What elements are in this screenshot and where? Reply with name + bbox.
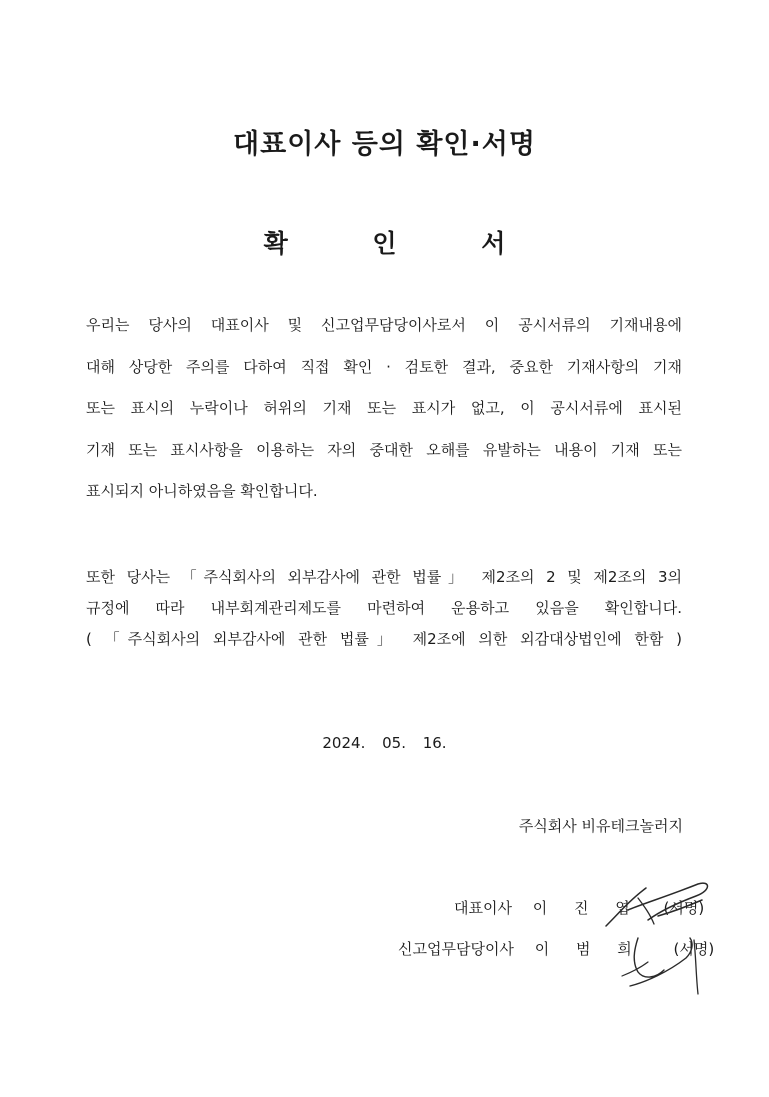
confirmation-paragraph — [86, 314, 682, 522]
internal-control-paragraph — [86, 566, 682, 659]
document-date: 2024. 05. 16. — [322, 734, 447, 752]
paragraph-line: 또한 당사는 「주식회사의 외부감사에 관한 법률」 제2조의 2 및 제2조의 3의 — [86, 568, 682, 586]
signer-name: 이 범 희 — [534, 940, 643, 958]
paragraph-line: 또는 표시의 누락이나 허위의 기재 또는 표시가 없고, 이 공시서류에 표시된 — [86, 399, 682, 417]
paragraph-line: 대해 상당한 주의를 다하여 직접 확인 · 검토한 결과, 중요한 기재사항의 기재 — [86, 357, 682, 376]
paragraph-line: ( 「주식회사의 외부감사에 관한 법률」 제2조에 의한 외감대상법인에 한함 ) — [86, 630, 682, 648]
signer-disclosure-officer — [398, 938, 714, 959]
signer-role: 대표이사 — [454, 899, 512, 917]
signer-role: 신고업무담당이사 — [398, 940, 514, 958]
paragraph-line: 표시되지 아니하였음을 확인합니다. — [86, 482, 318, 500]
signer-name: 이 진 엽 — [532, 899, 641, 917]
paragraph-line: 규정에 따라 내부회계관리제도를 마련하여 운용하고 있음을 확인합니다. — [86, 599, 682, 617]
paragraph-line: 기재 또는 표시사항을 이용하는 자의 중대한 오해를 유발하는 내용이 기재 또는 — [86, 440, 682, 459]
document-title: 대표이사 등의 확인·서명 — [233, 129, 536, 160]
signer-ceo — [454, 897, 704, 918]
paragraph-line: 우리는 당사의 대표이사 및 신고업무담당이사로서 이 공시서류의 기재내용에 — [86, 316, 682, 334]
signature-label: (서명) — [663, 899, 705, 917]
signature-label: (서명) — [673, 940, 715, 958]
company-name: 주식회사 비유테크놀러지 — [518, 817, 683, 835]
document-subtitle: 확 인 서 — [263, 229, 544, 258]
